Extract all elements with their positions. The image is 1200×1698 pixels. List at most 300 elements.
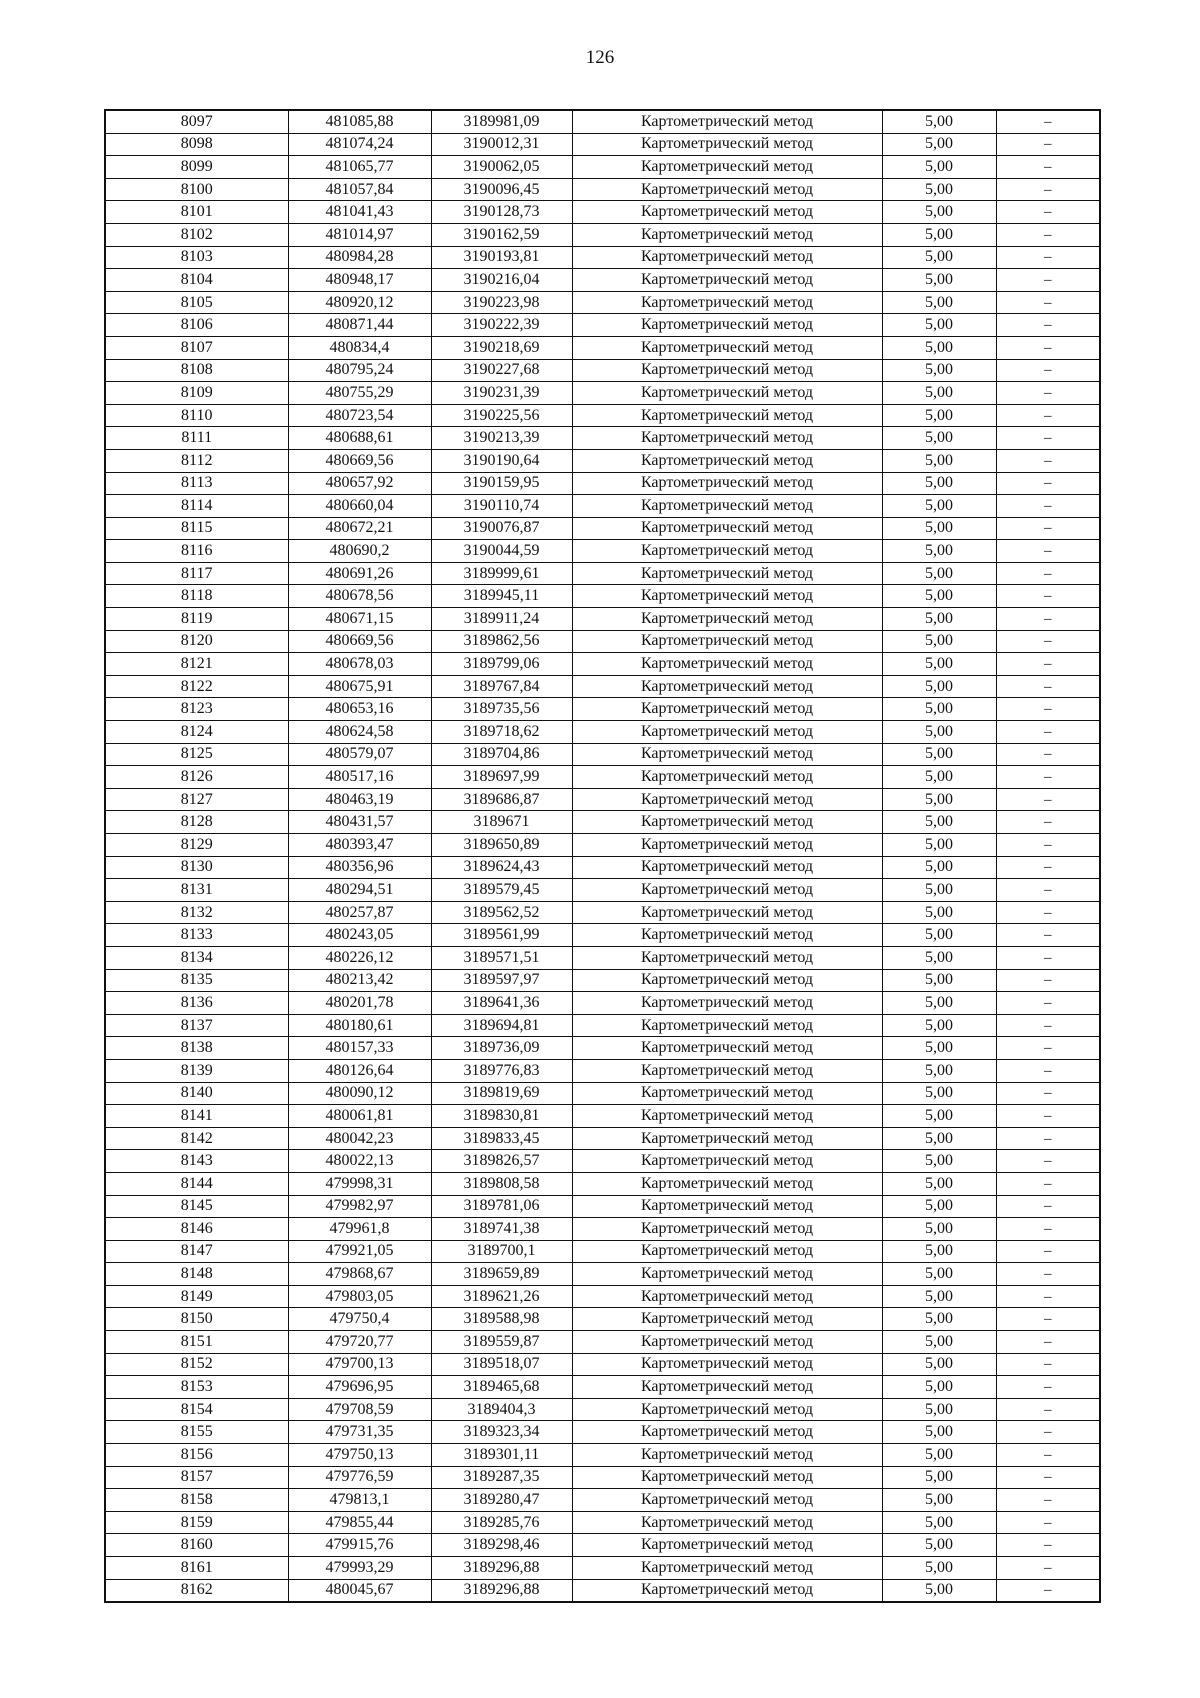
point-number-cell: 8145 [105, 1195, 288, 1218]
note-cell: – [996, 1421, 1100, 1444]
table-row [105, 924, 1100, 947]
x-coordinate-cell: 480243,05 [288, 924, 431, 947]
accuracy-cell: 5,00 [882, 110, 996, 133]
table-row [105, 1127, 1100, 1150]
x-coordinate-cell: 480834,4 [288, 336, 431, 359]
point-number-cell: 8118 [105, 585, 288, 608]
accuracy-cell: 5,00 [882, 314, 996, 337]
accuracy-cell: 5,00 [882, 1037, 996, 1060]
note-cell: – [996, 743, 1100, 766]
table-row [105, 1466, 1100, 1489]
table-row [105, 1489, 1100, 1512]
y-coordinate-cell: 3189588,98 [431, 1308, 572, 1331]
method-cell: Картометрический метод [572, 1195, 882, 1218]
table-row [105, 223, 1100, 246]
x-coordinate-cell: 480257,87 [288, 901, 431, 924]
note-cell: – [996, 969, 1100, 992]
x-coordinate-cell: 480517,16 [288, 766, 431, 789]
coordinates-table-body [105, 110, 1100, 1602]
x-coordinate-cell: 480669,56 [288, 630, 431, 653]
method-cell: Картометрический метод [572, 223, 882, 246]
point-number-cell: 8158 [105, 1489, 288, 1512]
method-cell: Картометрический метод [572, 1172, 882, 1195]
x-coordinate-cell: 480042,23 [288, 1127, 431, 1150]
x-coordinate-cell: 480795,24 [288, 359, 431, 382]
accuracy-cell: 5,00 [882, 1308, 996, 1331]
table-row [105, 675, 1100, 698]
method-cell: Картометрический метод [572, 946, 882, 969]
table-row [105, 110, 1100, 133]
accuracy-cell: 5,00 [882, 1444, 996, 1467]
note-cell: – [996, 1285, 1100, 1308]
x-coordinate-cell: 481065,77 [288, 156, 431, 179]
method-cell: Картометрический метод [572, 562, 882, 585]
note-cell: – [996, 562, 1100, 585]
note-cell: – [996, 449, 1100, 472]
method-cell: Картометрический метод [572, 1421, 882, 1444]
y-coordinate-cell: 3190044,59 [431, 540, 572, 563]
method-cell: Картометрический метод [572, 540, 882, 563]
x-coordinate-cell: 479776,59 [288, 1466, 431, 1489]
y-coordinate-cell: 3189736,09 [431, 1037, 572, 1060]
y-coordinate-cell: 3189945,11 [431, 585, 572, 608]
note-cell: – [996, 766, 1100, 789]
table-row [105, 404, 1100, 427]
x-coordinate-cell: 479961,8 [288, 1218, 431, 1241]
table-row [105, 698, 1100, 721]
x-coordinate-cell: 480393,47 [288, 834, 431, 857]
method-cell: Картометрический метод [572, 133, 882, 156]
y-coordinate-cell: 3189298,46 [431, 1534, 572, 1557]
x-coordinate-cell: 480678,03 [288, 653, 431, 676]
x-coordinate-cell: 480213,42 [288, 969, 431, 992]
note-cell: – [996, 811, 1100, 834]
note-cell: – [996, 1172, 1100, 1195]
accuracy-cell: 5,00 [882, 879, 996, 902]
accuracy-cell: 5,00 [882, 698, 996, 721]
note-cell: – [996, 924, 1100, 947]
y-coordinate-cell: 3189911,24 [431, 608, 572, 631]
point-number-cell: 8137 [105, 1014, 288, 1037]
point-number-cell: 8101 [105, 201, 288, 224]
accuracy-cell: 5,00 [882, 427, 996, 450]
y-coordinate-cell: 3189799,06 [431, 653, 572, 676]
note-cell: – [996, 178, 1100, 201]
point-number-cell: 8134 [105, 946, 288, 969]
point-number-cell: 8151 [105, 1331, 288, 1354]
accuracy-cell: 5,00 [882, 1150, 996, 1173]
y-coordinate-cell: 3189808,58 [431, 1172, 572, 1195]
point-number-cell: 8149 [105, 1285, 288, 1308]
method-cell: Картометрический метод [572, 1398, 882, 1421]
method-cell: Картометрический метод [572, 1353, 882, 1376]
note-cell: – [996, 1353, 1100, 1376]
y-coordinate-cell: 3189579,45 [431, 879, 572, 902]
method-cell: Картометрический метод [572, 969, 882, 992]
note-cell: – [996, 404, 1100, 427]
y-coordinate-cell: 3190096,45 [431, 178, 572, 201]
method-cell: Картометрический метод [572, 698, 882, 721]
accuracy-cell: 5,00 [882, 201, 996, 224]
table-row [105, 1059, 1100, 1082]
note-cell: – [996, 472, 1100, 495]
accuracy-cell: 5,00 [882, 1218, 996, 1241]
note-cell: – [996, 1240, 1100, 1263]
x-coordinate-cell: 479921,05 [288, 1240, 431, 1263]
accuracy-cell: 5,00 [882, 359, 996, 382]
method-cell: Картометрический метод [572, 1557, 882, 1580]
note-cell: – [996, 246, 1100, 269]
table-row [105, 562, 1100, 585]
y-coordinate-cell: 3189285,76 [431, 1511, 572, 1534]
table-row [105, 721, 1100, 744]
x-coordinate-cell: 480690,2 [288, 540, 431, 563]
note-cell: – [996, 1444, 1100, 1467]
accuracy-cell: 5,00 [882, 969, 996, 992]
y-coordinate-cell: 3189671 [431, 811, 572, 834]
point-number-cell: 8155 [105, 1421, 288, 1444]
method-cell: Картометрический метод [572, 766, 882, 789]
table-row [105, 246, 1100, 269]
y-coordinate-cell: 3189718,62 [431, 721, 572, 744]
y-coordinate-cell: 3190076,87 [431, 517, 572, 540]
point-number-cell: 8161 [105, 1557, 288, 1580]
y-coordinate-cell: 3189621,26 [431, 1285, 572, 1308]
y-coordinate-cell: 3189301,11 [431, 1444, 572, 1467]
method-cell: Картометрический метод [572, 1059, 882, 1082]
note-cell: – [996, 269, 1100, 292]
table-row [105, 1376, 1100, 1399]
y-coordinate-cell: 3190216,04 [431, 269, 572, 292]
note-cell: – [996, 653, 1100, 676]
accuracy-cell: 5,00 [882, 608, 996, 631]
method-cell: Картометрический метод [572, 675, 882, 698]
point-number-cell: 8136 [105, 992, 288, 1015]
x-coordinate-cell: 480871,44 [288, 314, 431, 337]
x-coordinate-cell: 480675,91 [288, 675, 431, 698]
note-cell: – [996, 1308, 1100, 1331]
table-row [105, 427, 1100, 450]
method-cell: Картометрический метод [572, 1105, 882, 1128]
y-coordinate-cell: 3189659,89 [431, 1263, 572, 1286]
x-coordinate-cell: 481041,43 [288, 201, 431, 224]
y-coordinate-cell: 3190193,81 [431, 246, 572, 269]
x-coordinate-cell: 480045,67 [288, 1579, 431, 1602]
y-coordinate-cell: 3189571,51 [431, 946, 572, 969]
table-row [105, 1150, 1100, 1173]
accuracy-cell: 5,00 [882, 1534, 996, 1557]
accuracy-cell: 5,00 [882, 404, 996, 427]
x-coordinate-cell: 481014,97 [288, 223, 431, 246]
y-coordinate-cell: 3189641,36 [431, 992, 572, 1015]
point-number-cell: 8140 [105, 1082, 288, 1105]
accuracy-cell: 5,00 [882, 269, 996, 292]
point-number-cell: 8143 [105, 1150, 288, 1173]
point-number-cell: 8108 [105, 359, 288, 382]
page-number: 126 [585, 47, 615, 68]
method-cell: Картометрический метод [572, 834, 882, 857]
table-row [105, 879, 1100, 902]
accuracy-cell: 5,00 [882, 223, 996, 246]
note-cell: – [996, 675, 1100, 698]
method-cell: Картометрический метод [572, 1127, 882, 1150]
y-coordinate-cell: 3190227,68 [431, 359, 572, 382]
note-cell: – [996, 1037, 1100, 1060]
method-cell: Картометрический метод [572, 1218, 882, 1241]
y-coordinate-cell: 3189650,89 [431, 834, 572, 857]
method-cell: Картометрический метод [572, 743, 882, 766]
table-row [105, 472, 1100, 495]
table-row [105, 201, 1100, 224]
point-number-cell: 8160 [105, 1534, 288, 1557]
y-coordinate-cell: 3189559,87 [431, 1331, 572, 1354]
method-cell: Картометрический метод [572, 449, 882, 472]
point-number-cell: 8115 [105, 517, 288, 540]
note-cell: – [996, 1331, 1100, 1354]
x-coordinate-cell: 480022,13 [288, 1150, 431, 1173]
point-number-cell: 8116 [105, 540, 288, 563]
x-coordinate-cell: 480657,92 [288, 472, 431, 495]
point-number-cell: 8156 [105, 1444, 288, 1467]
x-coordinate-cell: 480688,61 [288, 427, 431, 450]
table-row [105, 1285, 1100, 1308]
method-cell: Картометрический метод [572, 811, 882, 834]
point-number-cell: 8126 [105, 766, 288, 789]
accuracy-cell: 5,00 [882, 743, 996, 766]
point-number-cell: 8147 [105, 1240, 288, 1263]
table-row [105, 856, 1100, 879]
accuracy-cell: 5,00 [882, 1240, 996, 1263]
x-coordinate-cell: 480201,78 [288, 992, 431, 1015]
accuracy-cell: 5,00 [882, 1105, 996, 1128]
note-cell: – [996, 992, 1100, 1015]
method-cell: Картометрический метод [572, 608, 882, 631]
y-coordinate-cell: 3189518,07 [431, 1353, 572, 1376]
note-cell: – [996, 156, 1100, 179]
note-cell: – [996, 834, 1100, 857]
x-coordinate-cell: 481057,84 [288, 178, 431, 201]
table-row [105, 495, 1100, 518]
point-number-cell: 8113 [105, 472, 288, 495]
point-number-cell: 8122 [105, 675, 288, 698]
table-row [105, 1353, 1100, 1376]
point-number-cell: 8117 [105, 562, 288, 585]
method-cell: Картометрический метод [572, 630, 882, 653]
y-coordinate-cell: 3189404,3 [431, 1398, 572, 1421]
table-row [105, 1511, 1100, 1534]
point-number-cell: 8107 [105, 336, 288, 359]
note-cell: – [996, 517, 1100, 540]
point-number-cell: 8154 [105, 1398, 288, 1421]
method-cell: Картометрический метод [572, 1308, 882, 1331]
point-number-cell: 8130 [105, 856, 288, 879]
point-number-cell: 8111 [105, 427, 288, 450]
x-coordinate-cell: 479750,4 [288, 1308, 431, 1331]
accuracy-cell: 5,00 [882, 856, 996, 879]
method-cell: Картометрический метод [572, 879, 882, 902]
note-cell: – [996, 721, 1100, 744]
note-cell: – [996, 585, 1100, 608]
accuracy-cell: 5,00 [882, 834, 996, 857]
point-number-cell: 8141 [105, 1105, 288, 1128]
point-number-cell: 8127 [105, 788, 288, 811]
table-row [105, 653, 1100, 676]
method-cell: Картометрический метод [572, 156, 882, 179]
accuracy-cell: 5,00 [882, 1489, 996, 1512]
table-row [105, 788, 1100, 811]
method-cell: Картометрический метод [572, 1579, 882, 1602]
y-coordinate-cell: 3189830,81 [431, 1105, 572, 1128]
table-row [105, 178, 1100, 201]
note-cell: – [996, 630, 1100, 653]
note-cell: – [996, 1195, 1100, 1218]
accuracy-cell: 5,00 [882, 1353, 996, 1376]
table-row [105, 1263, 1100, 1286]
table-row [105, 901, 1100, 924]
note-cell: – [996, 1218, 1100, 1241]
accuracy-cell: 5,00 [882, 1376, 996, 1399]
x-coordinate-cell: 479731,35 [288, 1421, 431, 1444]
x-coordinate-cell: 480090,12 [288, 1082, 431, 1105]
y-coordinate-cell: 3190231,39 [431, 382, 572, 405]
point-number-cell: 8146 [105, 1218, 288, 1241]
table-row [105, 1331, 1100, 1354]
y-coordinate-cell: 3189735,56 [431, 698, 572, 721]
y-coordinate-cell: 3190159,95 [431, 472, 572, 495]
point-number-cell: 8105 [105, 291, 288, 314]
method-cell: Картометрический метод [572, 359, 882, 382]
method-cell: Картометрический метод [572, 336, 882, 359]
method-cell: Картометрический метод [572, 110, 882, 133]
table-row [105, 314, 1100, 337]
table-row [105, 1421, 1100, 1444]
y-coordinate-cell: 3189597,97 [431, 969, 572, 992]
x-coordinate-cell: 480920,12 [288, 291, 431, 314]
point-number-cell: 8129 [105, 834, 288, 857]
table-row [105, 382, 1100, 405]
method-cell: Картометрический метод [572, 1466, 882, 1489]
x-coordinate-cell: 479720,77 [288, 1331, 431, 1354]
point-number-cell: 8150 [105, 1308, 288, 1331]
accuracy-cell: 5,00 [882, 495, 996, 518]
note-cell: – [996, 1082, 1100, 1105]
y-coordinate-cell: 3190062,05 [431, 156, 572, 179]
accuracy-cell: 5,00 [882, 1127, 996, 1150]
method-cell: Картометрический метод [572, 1263, 882, 1286]
table-row [105, 449, 1100, 472]
y-coordinate-cell: 3190222,39 [431, 314, 572, 337]
x-coordinate-cell: 479993,29 [288, 1557, 431, 1580]
x-coordinate-cell: 480669,56 [288, 449, 431, 472]
point-number-cell: 8142 [105, 1127, 288, 1150]
accuracy-cell: 5,00 [882, 924, 996, 947]
accuracy-cell: 5,00 [882, 562, 996, 585]
y-coordinate-cell: 3189323,34 [431, 1421, 572, 1444]
y-coordinate-cell: 3190190,64 [431, 449, 572, 472]
note-cell: – [996, 1489, 1100, 1512]
accuracy-cell: 5,00 [882, 1172, 996, 1195]
method-cell: Картометрический метод [572, 901, 882, 924]
point-number-cell: 8103 [105, 246, 288, 269]
method-cell: Картометрический метод [572, 472, 882, 495]
accuracy-cell: 5,00 [882, 449, 996, 472]
accuracy-cell: 5,00 [882, 156, 996, 179]
method-cell: Картометрический метод [572, 269, 882, 292]
y-coordinate-cell: 3190128,73 [431, 201, 572, 224]
note-cell: – [996, 1105, 1100, 1128]
y-coordinate-cell: 3190213,39 [431, 427, 572, 450]
point-number-cell: 8133 [105, 924, 288, 947]
accuracy-cell: 5,00 [882, 585, 996, 608]
table-row [105, 269, 1100, 292]
note-cell: – [996, 314, 1100, 337]
x-coordinate-cell: 479700,13 [288, 1353, 431, 1376]
y-coordinate-cell: 3190218,69 [431, 336, 572, 359]
accuracy-cell: 5,00 [882, 1557, 996, 1580]
x-coordinate-cell: 480061,81 [288, 1105, 431, 1128]
method-cell: Картометрический метод [572, 992, 882, 1015]
table-row [105, 1579, 1100, 1602]
y-coordinate-cell: 3189296,88 [431, 1557, 572, 1580]
x-coordinate-cell: 479750,13 [288, 1444, 431, 1467]
note-cell: – [996, 427, 1100, 450]
note-cell: – [996, 856, 1100, 879]
point-number-cell: 8153 [105, 1376, 288, 1399]
table-row [105, 336, 1100, 359]
table-row [105, 1218, 1100, 1241]
note-cell: – [996, 1466, 1100, 1489]
accuracy-cell: 5,00 [882, 788, 996, 811]
note-cell: – [996, 946, 1100, 969]
note-cell: – [996, 540, 1100, 563]
table-row [105, 630, 1100, 653]
x-coordinate-cell: 479855,44 [288, 1511, 431, 1534]
method-cell: Картометрический метод [572, 1240, 882, 1263]
table-row [105, 946, 1100, 969]
method-cell: Картометрический метод [572, 427, 882, 450]
table-row [105, 1014, 1100, 1037]
note-cell: – [996, 359, 1100, 382]
point-number-cell: 8102 [105, 223, 288, 246]
method-cell: Картометрический метод [572, 201, 882, 224]
accuracy-cell: 5,00 [882, 540, 996, 563]
x-coordinate-cell: 480294,51 [288, 879, 431, 902]
y-coordinate-cell: 3190225,56 [431, 404, 572, 427]
table-row [105, 834, 1100, 857]
y-coordinate-cell: 3189833,45 [431, 1127, 572, 1150]
accuracy-cell: 5,00 [882, 178, 996, 201]
accuracy-cell: 5,00 [882, 517, 996, 540]
accuracy-cell: 5,00 [882, 133, 996, 156]
point-number-cell: 8128 [105, 811, 288, 834]
table-row [105, 359, 1100, 382]
note-cell: – [996, 133, 1100, 156]
point-number-cell: 8112 [105, 449, 288, 472]
method-cell: Картометрический метод [572, 495, 882, 518]
y-coordinate-cell: 3189465,68 [431, 1376, 572, 1399]
note-cell: – [996, 1534, 1100, 1557]
note-cell: – [996, 1398, 1100, 1421]
point-number-cell: 8097 [105, 110, 288, 133]
method-cell: Картометрический метод [572, 1489, 882, 1512]
point-number-cell: 8104 [105, 269, 288, 292]
table-row [105, 291, 1100, 314]
point-number-cell: 8159 [105, 1511, 288, 1534]
accuracy-cell: 5,00 [882, 291, 996, 314]
point-number-cell: 8152 [105, 1353, 288, 1376]
point-number-cell: 8124 [105, 721, 288, 744]
y-coordinate-cell: 3189296,88 [431, 1579, 572, 1602]
